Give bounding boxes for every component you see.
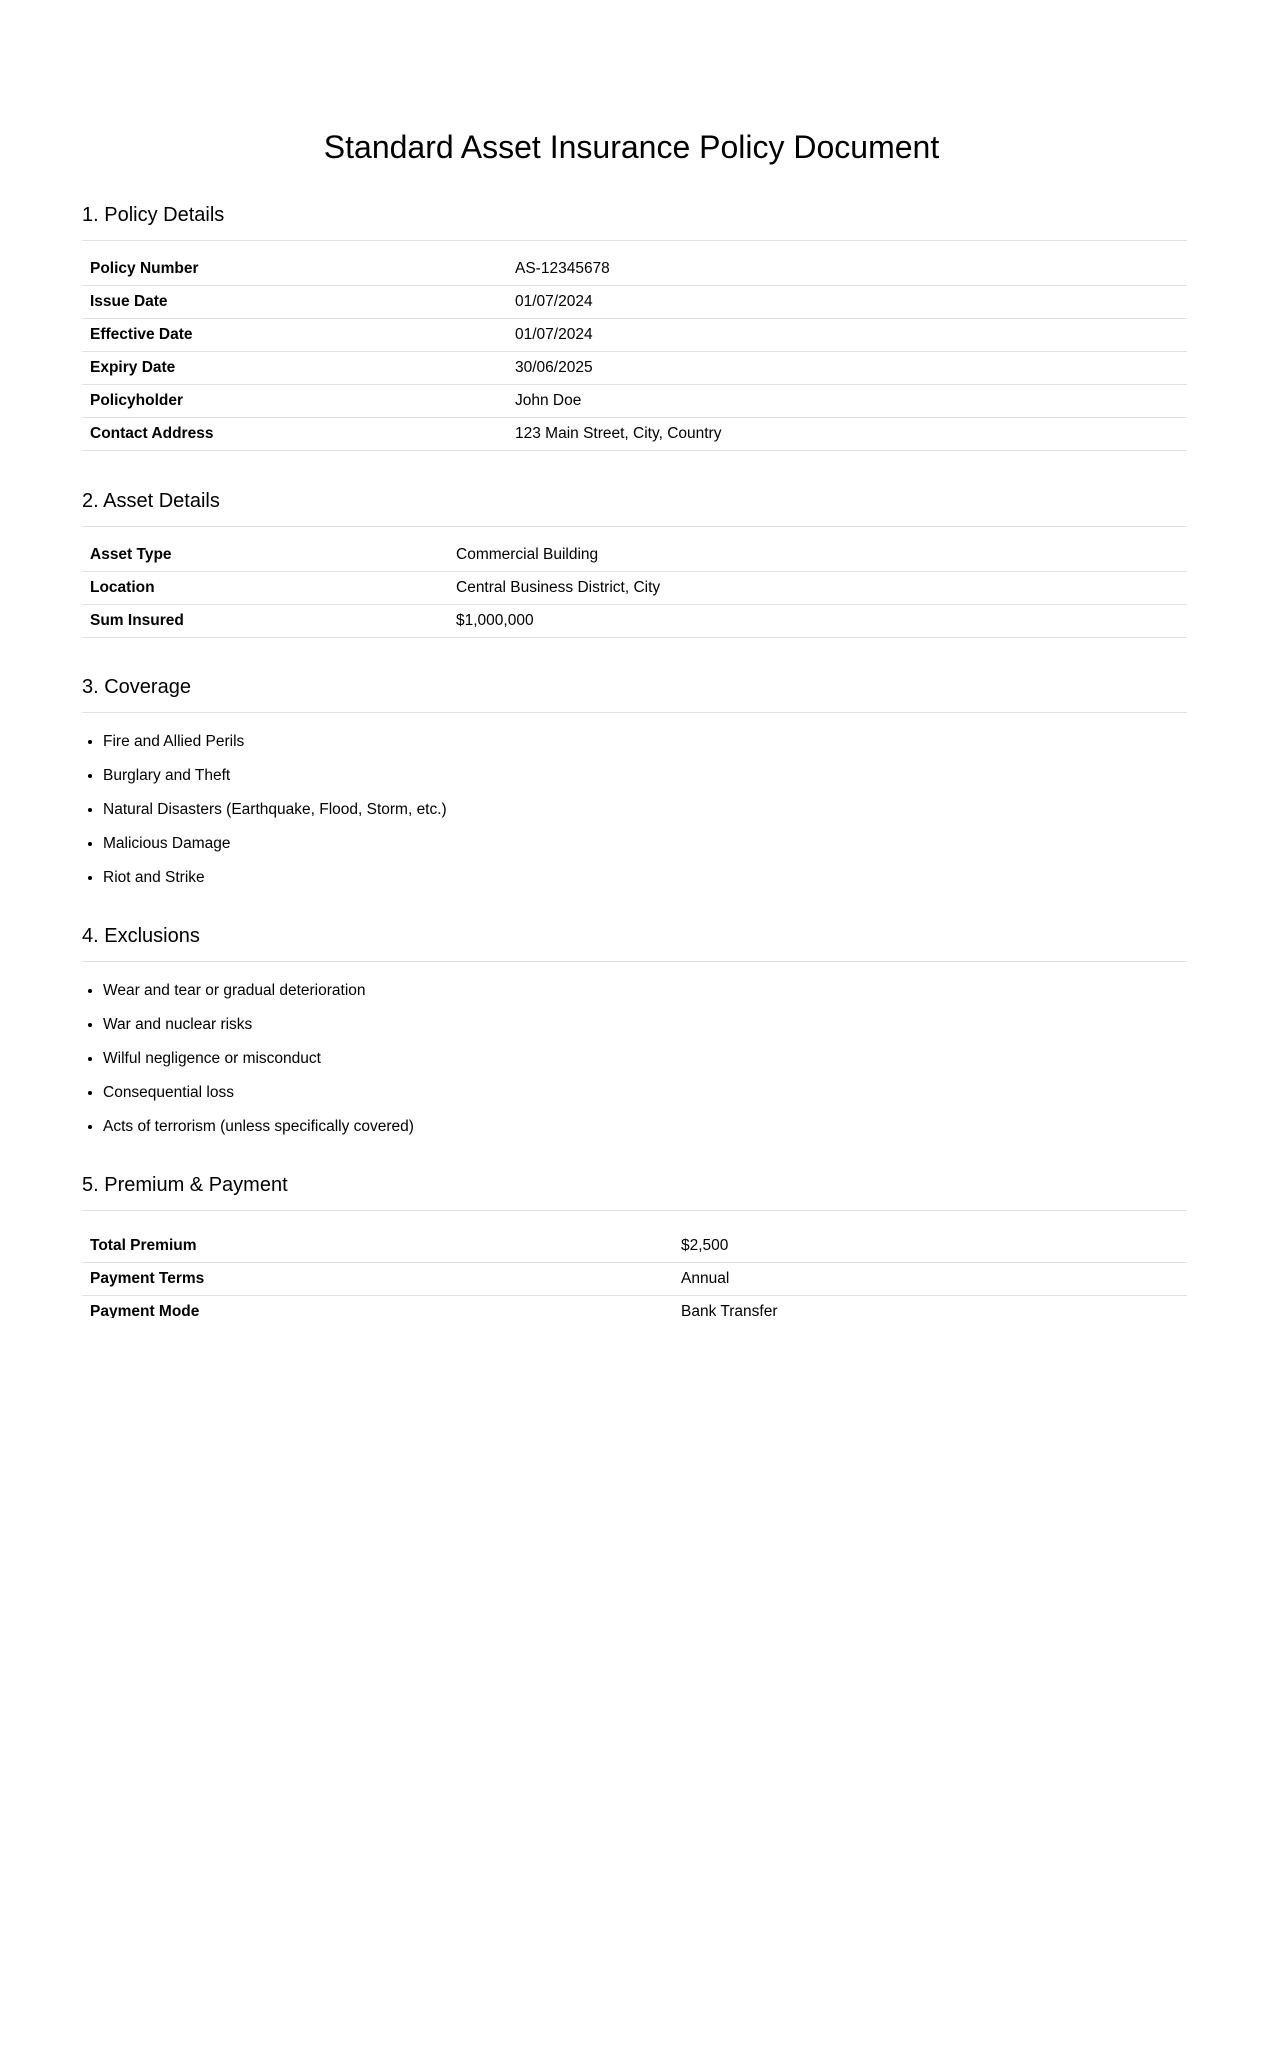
- exclusions-section: [82, 923, 1187, 1144]
- coverage-section: [82, 674, 1187, 895]
- field-value: Commercial Building: [448, 539, 1187, 572]
- table-row: [82, 605, 1187, 638]
- field-value: $1,000,000: [448, 605, 1187, 638]
- premium-payment-table: [82, 1230, 1187, 1318]
- field-label: Asset Type: [82, 539, 448, 572]
- field-value: AS-12345678: [507, 253, 1187, 286]
- field-value: John Doe: [507, 385, 1187, 418]
- field-value: 123 Main Street, City, Country: [507, 418, 1187, 451]
- field-value: 01/07/2024: [507, 319, 1187, 352]
- table-row: [82, 286, 1187, 319]
- field-value: Bank Transfer: [673, 1296, 1187, 1319]
- field-value: 30/06/2025: [507, 352, 1187, 385]
- field-label: Payment Terms: [82, 1263, 673, 1296]
- table-row: [82, 539, 1187, 572]
- policy-details-section: [82, 202, 1187, 451]
- list-item: • Consequential loss: [103, 1076, 1187, 1110]
- field-label: Policy Number: [82, 253, 507, 286]
- field-label: Location: [82, 572, 448, 605]
- list-item: • Fire and Allied Perils: [103, 725, 1187, 759]
- table-row: [82, 385, 1187, 418]
- field-label: Expiry Date: [82, 352, 507, 385]
- list-item: • War and nuclear risks: [103, 1008, 1187, 1042]
- field-label: Sum Insured: [82, 605, 448, 638]
- list-item: • Wear and tear or gradual deterioration: [103, 974, 1187, 1008]
- table-row: [82, 352, 1187, 385]
- field-value: 01/07/2024: [507, 286, 1187, 319]
- field-value: Annual: [673, 1263, 1187, 1296]
- field-label: Issue Date: [82, 286, 507, 319]
- policy-details-heading: 1. Policy Details: [82, 202, 1187, 241]
- table-row: [82, 418, 1187, 451]
- premium-payment-table-viewport: [82, 1230, 1187, 1318]
- asset-details-table: [82, 539, 1187, 638]
- list-item: • Malicious Damage: [103, 827, 1187, 861]
- list-item: • Riot and Strike: [103, 861, 1187, 895]
- exclusions-heading: 4. Exclusions: [82, 923, 1187, 962]
- field-label: Total Premium: [82, 1230, 673, 1263]
- list-item: • Natural Disasters (Earthquake, Flood, Storm, etc.): [103, 793, 1187, 827]
- table-row: [82, 572, 1187, 605]
- field-label: Effective Date: [82, 319, 507, 352]
- field-value: Central Business District, City: [448, 572, 1187, 605]
- coverage-heading: 3. Coverage: [82, 674, 1187, 713]
- list-item: • Wilful negligence or misconduct: [103, 1042, 1187, 1076]
- field-label: Payment Mode: [82, 1296, 673, 1319]
- policy-details-table: [82, 253, 1187, 451]
- exclusions-list: [82, 974, 1187, 1144]
- premium-payment-heading: 5. Premium & Payment: [82, 1172, 1187, 1211]
- coverage-list: [82, 725, 1187, 895]
- field-label: Policyholder: [82, 385, 507, 418]
- asset-details-section: [82, 488, 1187, 638]
- table-row: [82, 1230, 1187, 1263]
- asset-details-heading: 2. Asset Details: [82, 488, 1187, 527]
- list-item: • Acts of terrorism (unless specifically covered): [103, 1110, 1187, 1144]
- table-row: [82, 1263, 1187, 1296]
- table-row: [82, 319, 1187, 352]
- field-value: $2,500: [673, 1230, 1187, 1263]
- table-row: [82, 1296, 1187, 1319]
- document-title: Standard Asset Insurance Policy Document: [323, 129, 940, 165]
- table-row: [82, 253, 1187, 286]
- premium-payment-section: [82, 1172, 1187, 1211]
- list-item: • Burglary and Theft: [103, 759, 1187, 793]
- field-label: Contact Address: [82, 418, 507, 451]
